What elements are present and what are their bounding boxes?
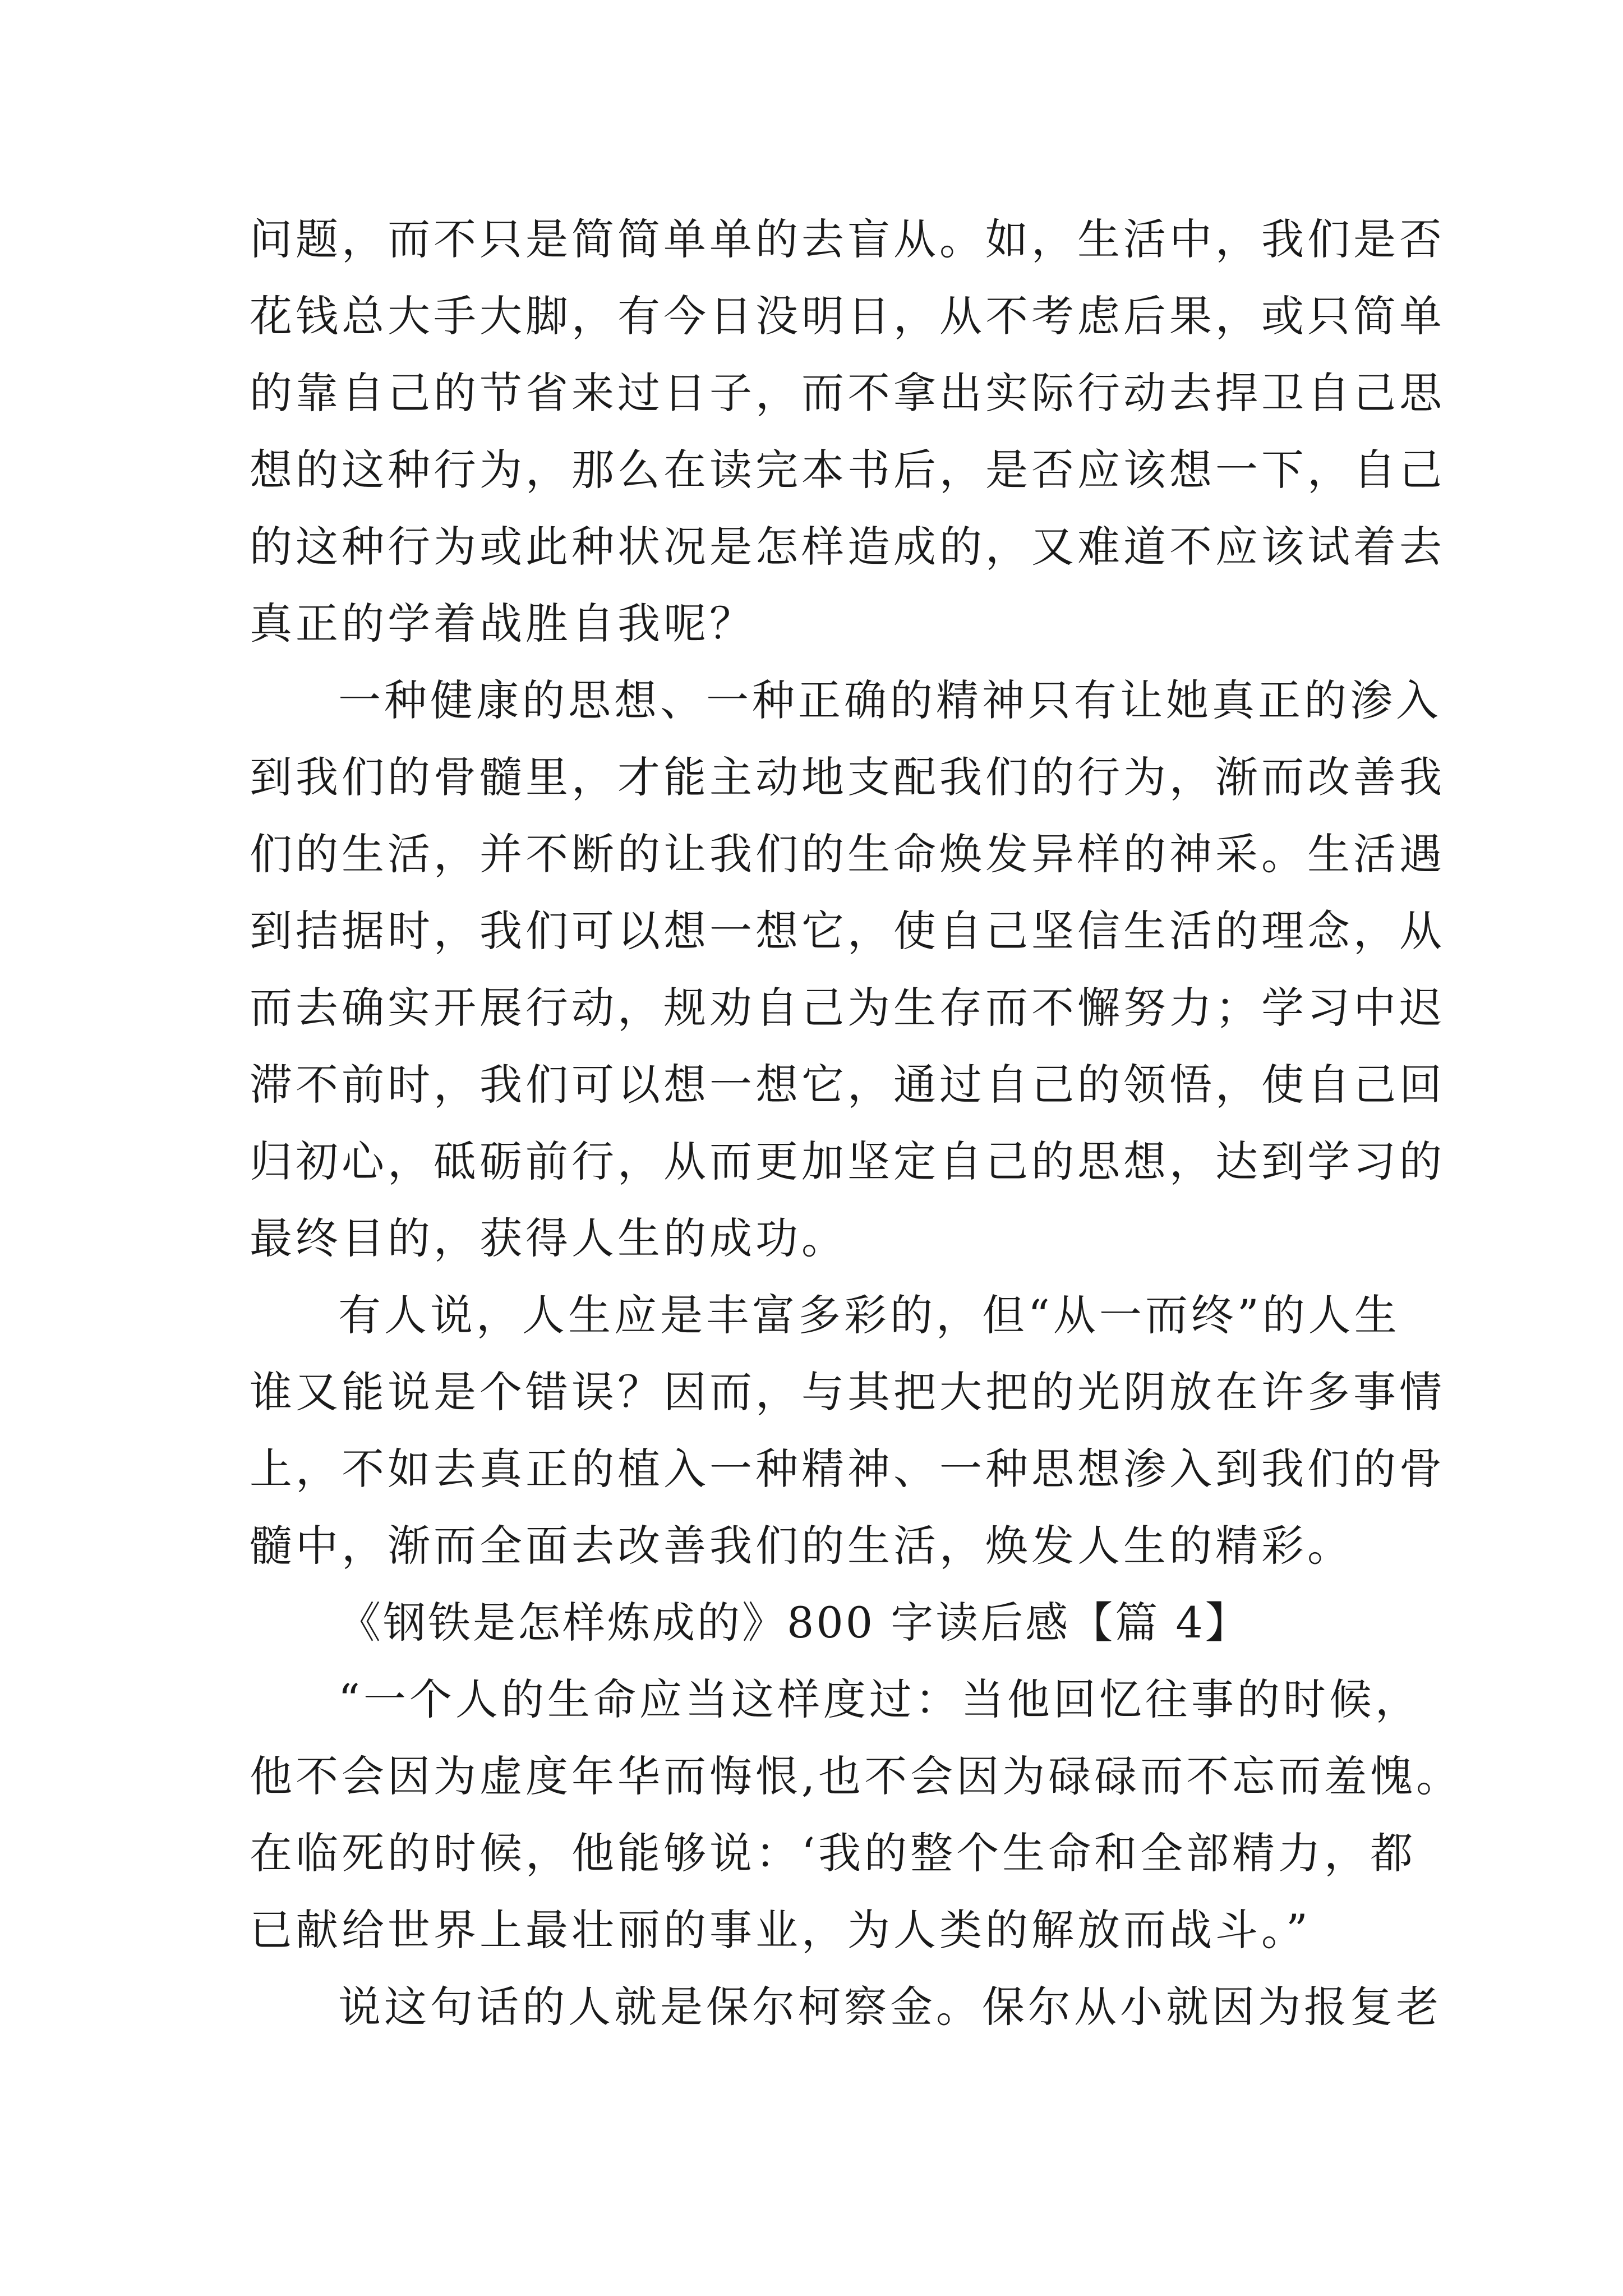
paragraph-start-line: 说这句话的人就是保尔柯察金。保尔从小就因为报复老 — [338, 1982, 1442, 2032]
text-line: 到我们的骨髓里，才能主动地支配我们的行为，渐而改善我 — [250, 752, 1445, 802]
text-line: 上，不如去真正的植入一种精神、一种思想渗入到我们的骨 — [250, 1444, 1445, 1494]
text-line: 到拮据时，我们可以想一想它，使自己坚信生活的理念，从 — [250, 906, 1445, 956]
text-line: 问题，而不只是简简单单的去盲从。如，生活中，我们是否 — [250, 214, 1445, 264]
text-line: 的靠自己的节省来过日子，而不拿出实际行动去捍卫自己思 — [250, 368, 1445, 418]
text-line: 滞不前时，我们可以想一想它，通过自己的领悟，使自己回 — [250, 1060, 1445, 1110]
quote-line: 已献给世界上最壮丽的事业，为人类的解放而战斗。” — [250, 1905, 1311, 1955]
text-line: 最终目的，获得人生的成功。 — [250, 1213, 847, 1263]
text-line: 的这种行为或此种状况是怎样造成的，又难道不应该试着去 — [250, 522, 1445, 572]
text-line: 髓中，渐而全面去改善我们的生活，焕发人生的精彩。 — [250, 1521, 1353, 1571]
quote-line: 他不会因为虚度年华而悔恨,也不会因为碌碌而不忘而羞愧。 — [250, 1751, 1463, 1801]
text-line: 谁又能说是个错误？因而，与其把大把的光阴放在许多事情 — [250, 1367, 1445, 1417]
section-heading: 《钢铁是怎样炼成的》800 字读后感【篇 4】 — [338, 1598, 1250, 1648]
text-line: 花钱总大手大脚，有今日没明日，从不考虑后果，或只简单 — [250, 291, 1445, 341]
text-line: 真正的学着战胜自我呢？ — [250, 599, 755, 648]
body-text — [250, 201, 1463, 2045]
paragraph-start-line: 一种健康的思想、一种正确的精神只有让她真正的渗入 — [338, 675, 1442, 725]
quote-line: 在临死的时候，他能够说：‘我的整个生命和全部精力，都 — [250, 1828, 1417, 1878]
quote-line: “一个人的生命应当这样度过：当他回忆往事的时候， — [338, 1674, 1421, 1724]
text-line: 想的这种行为，那么在读完本书后，是否应该想一下，自己 — [250, 445, 1445, 495]
text-line: 归初心，砥砺前行，从而更加坚定自己的思想，达到学习的 — [250, 1137, 1445, 1186]
text-line: 而去确实开展行动，规劝自己为生存而不懈努力；学习中迟 — [250, 983, 1445, 1033]
text-line: 们的生活，并不断的让我们的生命焕发异样的神采。生活遇 — [250, 829, 1445, 879]
paragraph-start-line: 有人说，人生应是丰富多彩的，但“从一而终”的人生 — [338, 1290, 1400, 1340]
